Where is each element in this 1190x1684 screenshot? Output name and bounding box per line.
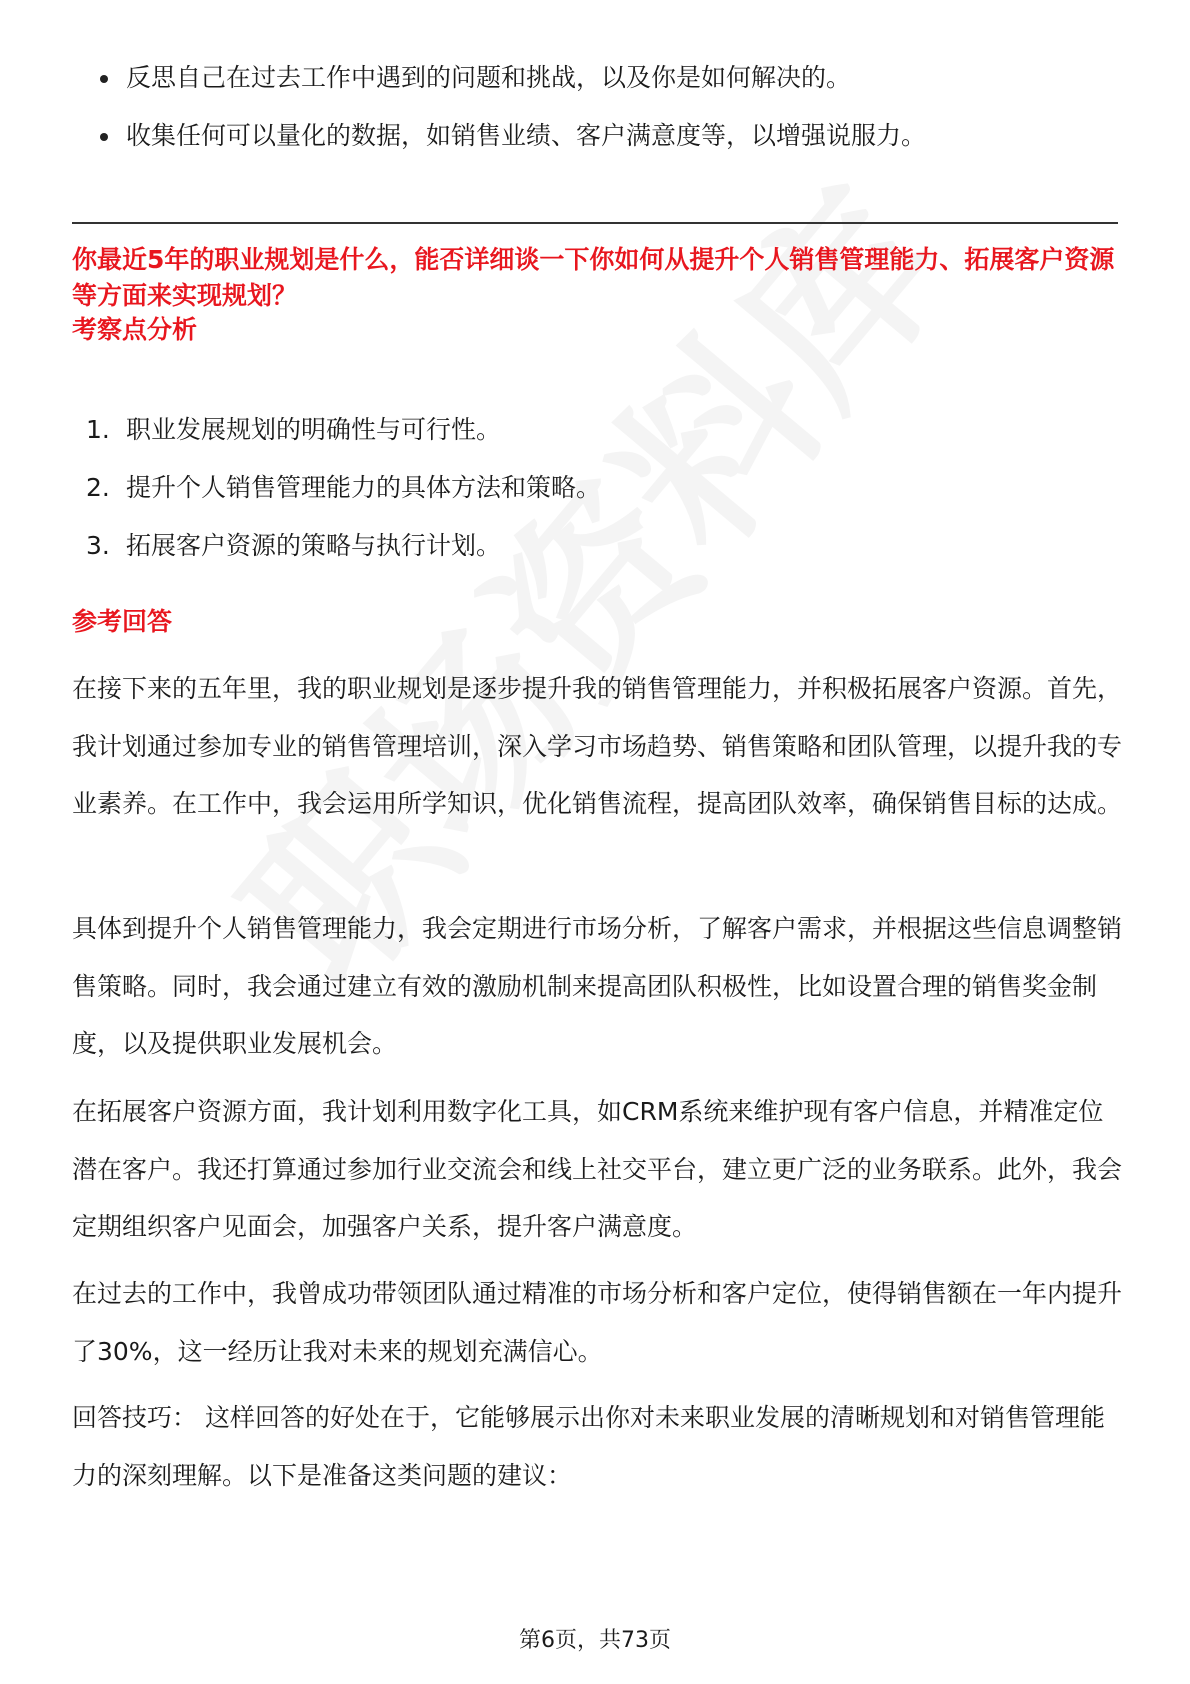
answer-paragraph: 在拓展客户资源方面，我计划利用数字化工具，如CRM系统来维护现有客户信息，并精准定位潜在客户。我还打算通过参加行业交流会和线上社交平台，建立更广泛的业务联系。此外，我会定期组织客户见面会，加强客户关系，提升客户满意度。 — [72, 1097, 1123, 1241]
answer-heading: 参考回答 — [72, 607, 173, 636]
analysis-list — [72, 412, 1122, 586]
list-number: 3. — [86, 531, 110, 560]
tips-paragraph: 回答技巧： 这样回答的好处在于，它能够展示出你对未来职业发展的清晰规划和对销售管理能力的深刻理解。以下是准备这类问题的建议： — [72, 1403, 1105, 1490]
tips-bullet-list — [72, 60, 1122, 176]
list-number: 2. — [86, 473, 110, 502]
list-item — [72, 412, 1122, 448]
list-text: 拓展客户资源的策略与执行计划。 — [126, 531, 502, 560]
section-divider — [72, 222, 1118, 224]
list-item: 收集任何可以量化的数据，如销售业绩、客户满意度等，以增强说服力。 — [72, 118, 1122, 154]
list-text: 提升个人销售管理能力的具体方法和策略。 — [126, 473, 602, 502]
list-item: 反思自己在过去工作中遇到的问题和挑战，以及你是如何解决的。 — [72, 60, 1122, 96]
list-text: 职业发展规划的明确性与可行性。 — [126, 415, 502, 444]
list-number: 1. — [86, 415, 110, 444]
list-item — [72, 470, 1122, 506]
answer-paragraph: 具体到提升个人销售管理能力，我会定期进行市场分析，了解客户需求，并根据这些信息调整销售策略。同时，我会通过建立有效的激励机制来提高团队积极性，比如设置合理的销售奖金制度，以及提供职业发展机会。 — [72, 914, 1123, 1058]
list-item — [72, 528, 1122, 564]
answer-paragraph: 在过去的工作中，我曾成功带领团队通过精准的市场分析和客户定位，使得销售额在一年内提升了30%，这一经历让我对未来的规划充满信心。 — [72, 1279, 1123, 1366]
answer-paragraph: 在接下来的五年里，我的职业规划是逐步提升我的销售管理能力，并积极拓展客户资源。首先，我计划通过参加专业的销售管理培训，深入学习市场趋势、销售策略和团队管理，以提升我的专业素养。在工作中，我会运用所学知识，优化销售流程，提高团队效率，确保销售目标的达成。 — [72, 674, 1123, 818]
analysis-heading: 考察点分析 — [72, 315, 198, 344]
page-number: 第6页，共73页 — [519, 1628, 671, 1653]
question-heading: 你最近5年的职业规划是什么，能否详细谈一下你如何从提升个人销售管理能力、拓展客户资源等方面来实现规划？ — [72, 245, 1115, 310]
